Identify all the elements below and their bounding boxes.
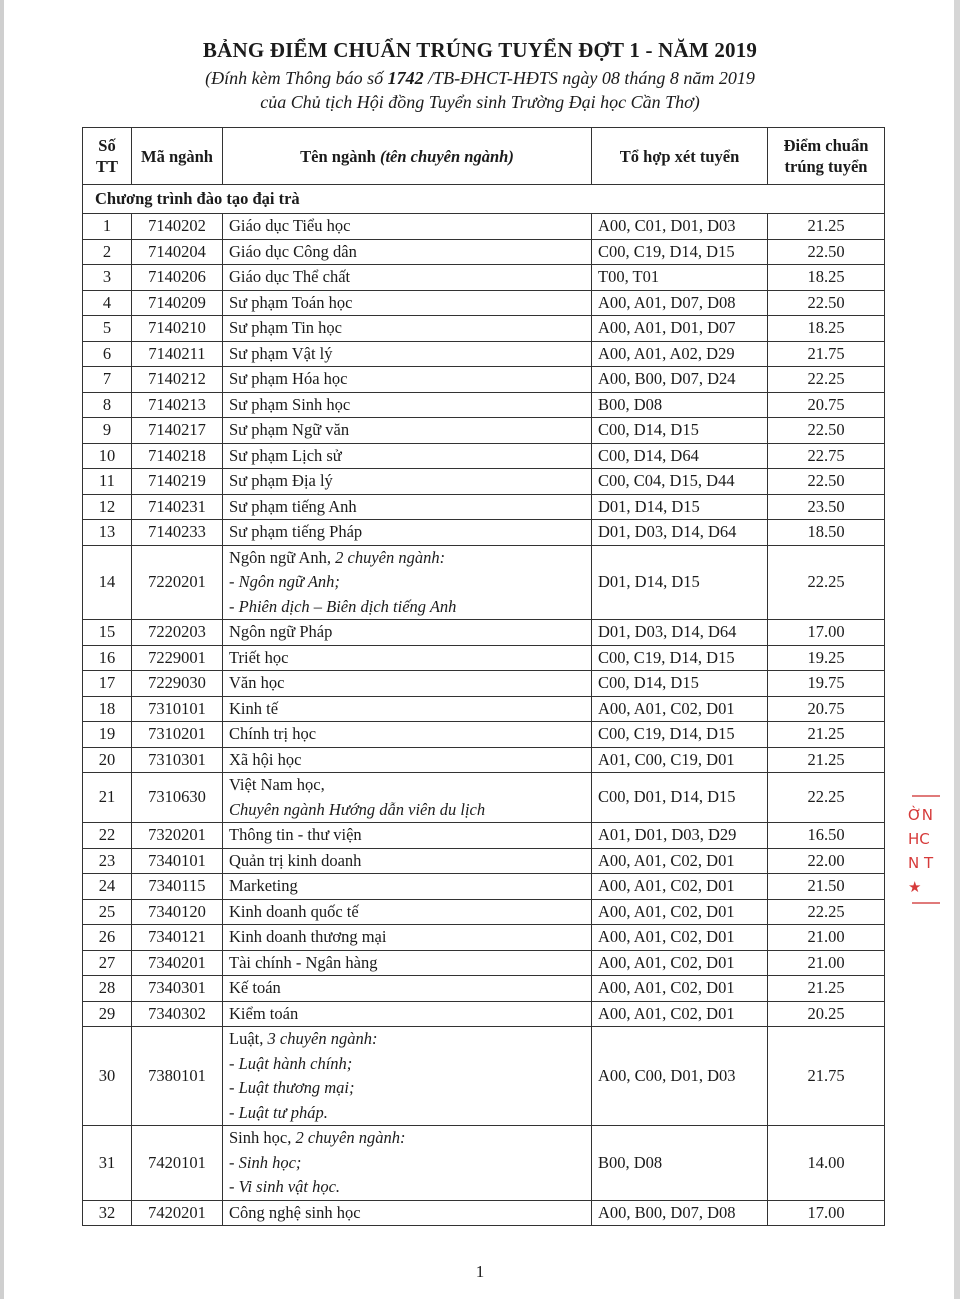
cell-ma-nganh: 7140211: [132, 341, 223, 367]
cell-ma-nganh: 7140219: [132, 469, 223, 495]
cell-ten-nganh: Kinh doanh thương mại: [223, 925, 592, 951]
cell-ma-nganh: 7340120: [132, 899, 223, 925]
section-label: Chương trình đào tạo đại trà: [83, 185, 885, 214]
cell-ten-nganh: Sư phạm Hóa học: [223, 367, 592, 393]
major-title: Sinh học,: [229, 1128, 292, 1147]
cell-ma-nganh: 7229001: [132, 645, 223, 671]
table-row: [83, 418, 885, 444]
table-row: [83, 747, 885, 773]
cell-stt: 13: [83, 520, 132, 546]
cell-diem-chuan: 22.00: [768, 848, 885, 874]
cell-ten-nganh: Tài chính - Ngân hàng: [223, 950, 592, 976]
cell-ten-nganh: Ngôn ngữ Pháp: [223, 620, 592, 646]
cell-to-hop: D01, D14, D15: [592, 494, 768, 520]
table-row: [83, 316, 885, 342]
cell-ma-nganh: 7140204: [132, 239, 223, 265]
cell-ten-nganh: Quản trị kinh doanh: [223, 848, 592, 874]
cell-ma-nganh: 7310101: [132, 696, 223, 722]
cell-diem-chuan: 21.50: [768, 874, 885, 900]
major-name: [229, 773, 585, 798]
cell-diem-chuan: 17.00: [768, 620, 885, 646]
col-header-diem: Điểm chuẩn trúng tuyển: [768, 128, 885, 185]
specialization: Chuyên ngành Hướng dẫn viên du lịch: [229, 799, 486, 819]
cell-ma-nganh: 7140210: [132, 316, 223, 342]
cell-ma-nganh: 7140231: [132, 494, 223, 520]
cell-diem-chuan: 22.25: [768, 773, 885, 823]
cell-to-hop: C00, D01, D14, D15: [592, 773, 768, 823]
specialization: - Luật thương mại;: [229, 1078, 355, 1097]
cell-to-hop: C00, D14, D64: [592, 443, 768, 469]
cell-ma-nganh: 7140218: [132, 443, 223, 469]
cell-ma-nganh: 7340101: [132, 848, 223, 874]
cell-to-hop: A00, B00, D07, D24: [592, 367, 768, 393]
table-row: [83, 874, 885, 900]
cell-diem-chuan: 22.25: [768, 367, 885, 393]
major-name: [229, 546, 585, 571]
cell-stt: 31: [83, 1126, 132, 1201]
table-row: [83, 520, 885, 546]
cell-ma-nganh: 7140217: [132, 418, 223, 444]
major-name: [229, 1126, 585, 1151]
cell-to-hop: D01, D14, D15: [592, 545, 768, 620]
col-header-stt: Số TT: [83, 128, 132, 185]
table-row: [83, 1200, 885, 1226]
cell-stt: 6: [83, 341, 132, 367]
specialization: - Ngôn ngữ Anh;: [229, 572, 340, 591]
table-row: [83, 722, 885, 748]
table-row: [83, 545, 885, 620]
cell-stt: 15: [83, 620, 132, 646]
cell-ten-nganh: Kinh doanh quốc tế: [223, 899, 592, 925]
cell-stt: 17: [83, 671, 132, 697]
specialization: - Sinh học;: [229, 1152, 302, 1172]
cell-ma-nganh: 7420201: [132, 1200, 223, 1226]
stamp-line: N T: [908, 854, 934, 872]
specialization: - Phiên dịch – Biên dịch tiếng Anh: [229, 596, 457, 616]
cell-ten-nganh: Sư phạm Toán học: [223, 290, 592, 316]
cell-stt: 14: [83, 545, 132, 620]
stamp-text: [908, 803, 944, 899]
stamp-line: HC: [908, 830, 930, 848]
cell-ten-nganh: Kinh tế: [223, 696, 592, 722]
cell-ten-nganh: Chính trị học: [223, 722, 592, 748]
table-row: [83, 925, 885, 951]
table-row: [83, 239, 885, 265]
cell-to-hop: A01, D01, D03, D29: [592, 823, 768, 849]
table-row: [83, 620, 885, 646]
cell-to-hop: A00, C00, D01, D03: [592, 1027, 768, 1126]
cell-stt: 12: [83, 494, 132, 520]
major-note: 2 chuyên ngành:: [291, 1128, 406, 1147]
cell-ma-nganh: 7229030: [132, 671, 223, 697]
cell-diem-chuan: 21.00: [768, 950, 885, 976]
cell-stt: 1: [83, 214, 132, 240]
table-row: [83, 848, 885, 874]
cell-diem-chuan: 19.75: [768, 671, 885, 697]
cell-ma-nganh: 7310201: [132, 722, 223, 748]
major-note: 3 chuyên ngành:: [263, 1029, 378, 1048]
cell-ma-nganh: 7340302: [132, 1001, 223, 1027]
cell-to-hop: A00, A01, C02, D01: [592, 696, 768, 722]
table-row: [83, 367, 885, 393]
cell-to-hop: B00, D08: [592, 1126, 768, 1201]
cell-diem-chuan: 19.25: [768, 645, 885, 671]
cell-stt: 25: [83, 899, 132, 925]
specialization: - Vi sinh vật học.: [229, 1177, 341, 1196]
cell-stt: 11: [83, 469, 132, 495]
cell-ten-nganh: [223, 773, 592, 823]
cell-diem-chuan: 22.75: [768, 443, 885, 469]
cell-diem-chuan: 22.50: [768, 290, 885, 316]
cell-stt: 22: [83, 823, 132, 849]
cell-ten-nganh: Giáo dục Tiểu học: [223, 214, 592, 240]
cell-to-hop: A00, B00, D07, D08: [592, 1200, 768, 1226]
cell-ten-nganh: Văn học: [223, 671, 592, 697]
cell-diem-chuan: 14.00: [768, 1126, 885, 1201]
cell-ma-nganh: 7140206: [132, 265, 223, 291]
cell-diem-chuan: 18.25: [768, 265, 885, 291]
cell-ma-nganh: 7220201: [132, 545, 223, 620]
table-row: [83, 773, 885, 823]
major-title: Việt Nam học,: [229, 775, 325, 794]
cell-to-hop: A00, A01, D07, D08: [592, 290, 768, 316]
table-row: [83, 469, 885, 495]
cell-diem-chuan: 18.25: [768, 316, 885, 342]
table-header-row: [83, 128, 885, 185]
major-note: 2 chuyên ngành:: [331, 547, 446, 567]
table-row: [83, 443, 885, 469]
cell-diem-chuan: 22.50: [768, 239, 885, 265]
cell-ten-nganh: Marketing: [223, 874, 592, 900]
cell-stt: 30: [83, 1027, 132, 1126]
cell-to-hop: C00, D14, D15: [592, 418, 768, 444]
cell-to-hop: A00, C01, D01, D03: [592, 214, 768, 240]
cell-to-hop: A00, A01, A02, D29: [592, 341, 768, 367]
cell-stt: 18: [83, 696, 132, 722]
stamp-bar: [912, 795, 940, 797]
cell-to-hop: A00, A01, C02, D01: [592, 1001, 768, 1027]
cell-ten-nganh: Sư phạm Lịch sử: [223, 443, 592, 469]
cell-ten-nganh: Kế toán: [223, 976, 592, 1002]
cell-ma-nganh: 7140212: [132, 367, 223, 393]
cell-ma-nganh: 7340201: [132, 950, 223, 976]
cell-stt: 21: [83, 773, 132, 823]
cell-to-hop: A01, C00, C19, D01: [592, 747, 768, 773]
cell-ma-nganh: 7340121: [132, 925, 223, 951]
cell-ma-nganh: 7140202: [132, 214, 223, 240]
cell-ma-nganh: 7340115: [132, 874, 223, 900]
cell-to-hop: D01, D03, D14, D64: [592, 520, 768, 546]
cell-to-hop: A00, A01, C02, D01: [592, 976, 768, 1002]
cell-diem-chuan: 22.25: [768, 545, 885, 620]
table-row: [83, 976, 885, 1002]
cell-stt: 5: [83, 316, 132, 342]
cell-to-hop: A00, A01, C02, D01: [592, 950, 768, 976]
table-row: [83, 950, 885, 976]
col-header-tohop: Tổ hợp xét tuyển: [592, 128, 768, 185]
cell-ten-nganh: Công nghệ sinh học: [223, 1200, 592, 1226]
stamp-line: ★: [908, 878, 922, 896]
cell-diem-chuan: 21.25: [768, 722, 885, 748]
cell-to-hop: C00, C04, D15, D44: [592, 469, 768, 495]
section-row: [83, 185, 885, 214]
table-row: [83, 265, 885, 291]
cell-stt: 19: [83, 722, 132, 748]
cell-to-hop: A00, A01, D01, D07: [592, 316, 768, 342]
cell-ma-nganh: 7420101: [132, 1126, 223, 1201]
cell-stt: 20: [83, 747, 132, 773]
cell-diem-chuan: 18.50: [768, 520, 885, 546]
specialization: - Luật tư pháp.: [229, 1102, 328, 1122]
cell-ma-nganh: 7140233: [132, 520, 223, 546]
cell-diem-chuan: 21.25: [768, 976, 885, 1002]
cell-stt: 2: [83, 239, 132, 265]
cell-stt: 29: [83, 1001, 132, 1027]
cell-to-hop: B00, D08: [592, 392, 768, 418]
cell-ten-nganh: Triết học: [223, 645, 592, 671]
cell-ten-nganh: Sư phạm Sinh học: [223, 392, 592, 418]
major-title: Luật,: [229, 1029, 264, 1048]
stamp-bar: [912, 902, 940, 904]
table-row: [83, 696, 885, 722]
table-row: [83, 645, 885, 671]
col-header-ma: Mã ngành: [132, 128, 223, 185]
cell-to-hop: D01, D03, D14, D64: [592, 620, 768, 646]
cell-to-hop: C00, D14, D15: [592, 671, 768, 697]
cell-to-hop: C00, C19, D14, D15: [592, 645, 768, 671]
cell-diem-chuan: 23.50: [768, 494, 885, 520]
page-title: BẢNG ĐIỂM CHUẨN TRÚNG TUYỂN ĐỢT 1 - NĂM 2019: [202, 38, 758, 62]
cell-stt: 23: [83, 848, 132, 874]
cell-ma-nganh: 7140209: [132, 290, 223, 316]
table-row: [83, 671, 885, 697]
cell-ten-nganh: Sư phạm Địa lý: [223, 469, 592, 495]
table-row: [83, 899, 885, 925]
table-row: [83, 1001, 885, 1027]
cell-diem-chuan: 20.75: [768, 696, 885, 722]
page-number: 1: [475, 1262, 485, 1281]
major-name: [229, 1027, 585, 1052]
col-header-ten: Tên ngành (tên chuyên ngành): [223, 128, 592, 185]
cell-ma-nganh: 7310630: [132, 773, 223, 823]
table-row: [83, 392, 885, 418]
cell-diem-chuan: 20.75: [768, 392, 885, 418]
cell-ten-nganh: Sư phạm tiếng Pháp: [223, 520, 592, 546]
cell-ma-nganh: 7220203: [132, 620, 223, 646]
cell-stt: 16: [83, 645, 132, 671]
table-row: [83, 494, 885, 520]
cell-stt: 26: [83, 925, 132, 951]
cell-diem-chuan: 21.25: [768, 747, 885, 773]
red-stamp-fragment: [908, 792, 944, 948]
cell-diem-chuan: 22.25: [768, 899, 885, 925]
cell-ten-nganh: [223, 1126, 592, 1201]
cell-to-hop: A00, A01, C02, D01: [592, 874, 768, 900]
subtitle-line-1: (Đính kèm Thông báo số 1742 /TB-ĐHCT-HĐTS ngày 08 tháng 8 năm 2019: [205, 68, 755, 88]
cell-stt: 10: [83, 443, 132, 469]
cell-ten-nganh: Sư phạm Vật lý: [223, 341, 592, 367]
cell-diem-chuan: 21.25: [768, 214, 885, 240]
subtitle-line-2: của Chủ tịch Hội đồng Tuyển sinh Trường Đại học Cần Thơ): [260, 92, 700, 112]
cell-diem-chuan: 21.00: [768, 925, 885, 951]
cell-ten-nganh: Giáo dục Thể chất: [223, 265, 592, 291]
score-table: [82, 127, 885, 1226]
cell-ma-nganh: 7140213: [132, 392, 223, 418]
cell-to-hop: C00, C19, D14, D15: [592, 239, 768, 265]
cell-ma-nganh: 7380101: [132, 1027, 223, 1126]
cell-diem-chuan: 22.50: [768, 418, 885, 444]
cell-diem-chuan: 22.50: [768, 469, 885, 495]
table-row: [83, 290, 885, 316]
table-row: [83, 1126, 885, 1201]
cell-diem-chuan: 17.00: [768, 1200, 885, 1226]
cell-ten-nganh: Kiểm toán: [223, 1001, 592, 1027]
cell-diem-chuan: 20.25: [768, 1001, 885, 1027]
major-title: Ngôn ngữ Anh,: [229, 547, 331, 567]
cell-ten-nganh: [223, 545, 592, 620]
cell-ten-nganh: Xã hội học: [223, 747, 592, 773]
cell-ma-nganh: 7320201: [132, 823, 223, 849]
cell-ten-nganh: Sư phạm Tin học: [223, 316, 592, 342]
stamp-line: ỜN: [908, 806, 933, 824]
cell-stt: 7: [83, 367, 132, 393]
cell-ten-nganh: Sư phạm tiếng Anh: [223, 494, 592, 520]
cell-to-hop: A00, A01, C02, D01: [592, 848, 768, 874]
cell-stt: 9: [83, 418, 132, 444]
cell-to-hop: A00, A01, C02, D01: [592, 899, 768, 925]
cell-diem-chuan: 21.75: [768, 341, 885, 367]
cell-stt: 28: [83, 976, 132, 1002]
table-row: [83, 1027, 885, 1126]
cell-ma-nganh: 7310301: [132, 747, 223, 773]
table-row: [83, 823, 885, 849]
cell-stt: 8: [83, 392, 132, 418]
cell-ten-nganh: [223, 1027, 592, 1126]
cell-stt: 3: [83, 265, 132, 291]
cell-to-hop: T00, T01: [592, 265, 768, 291]
cell-ten-nganh: Thông tin - thư viện: [223, 823, 592, 849]
specialization: - Luật hành chính;: [229, 1053, 353, 1073]
cell-ten-nganh: Sư phạm Ngữ văn: [223, 418, 592, 444]
cell-ma-nganh: 7340301: [132, 976, 223, 1002]
table-row: [83, 214, 885, 240]
cell-stt: 24: [83, 874, 132, 900]
cell-to-hop: C00, C19, D14, D15: [592, 722, 768, 748]
cell-stt: 4: [83, 290, 132, 316]
table-row: [83, 341, 885, 367]
cell-stt: 32: [83, 1200, 132, 1226]
cell-diem-chuan: 21.75: [768, 1027, 885, 1126]
cell-ten-nganh: Giáo dục Công dân: [223, 239, 592, 265]
cell-stt: 27: [83, 950, 132, 976]
cell-to-hop: A00, A01, C02, D01: [592, 925, 768, 951]
cell-diem-chuan: 16.50: [768, 823, 885, 849]
